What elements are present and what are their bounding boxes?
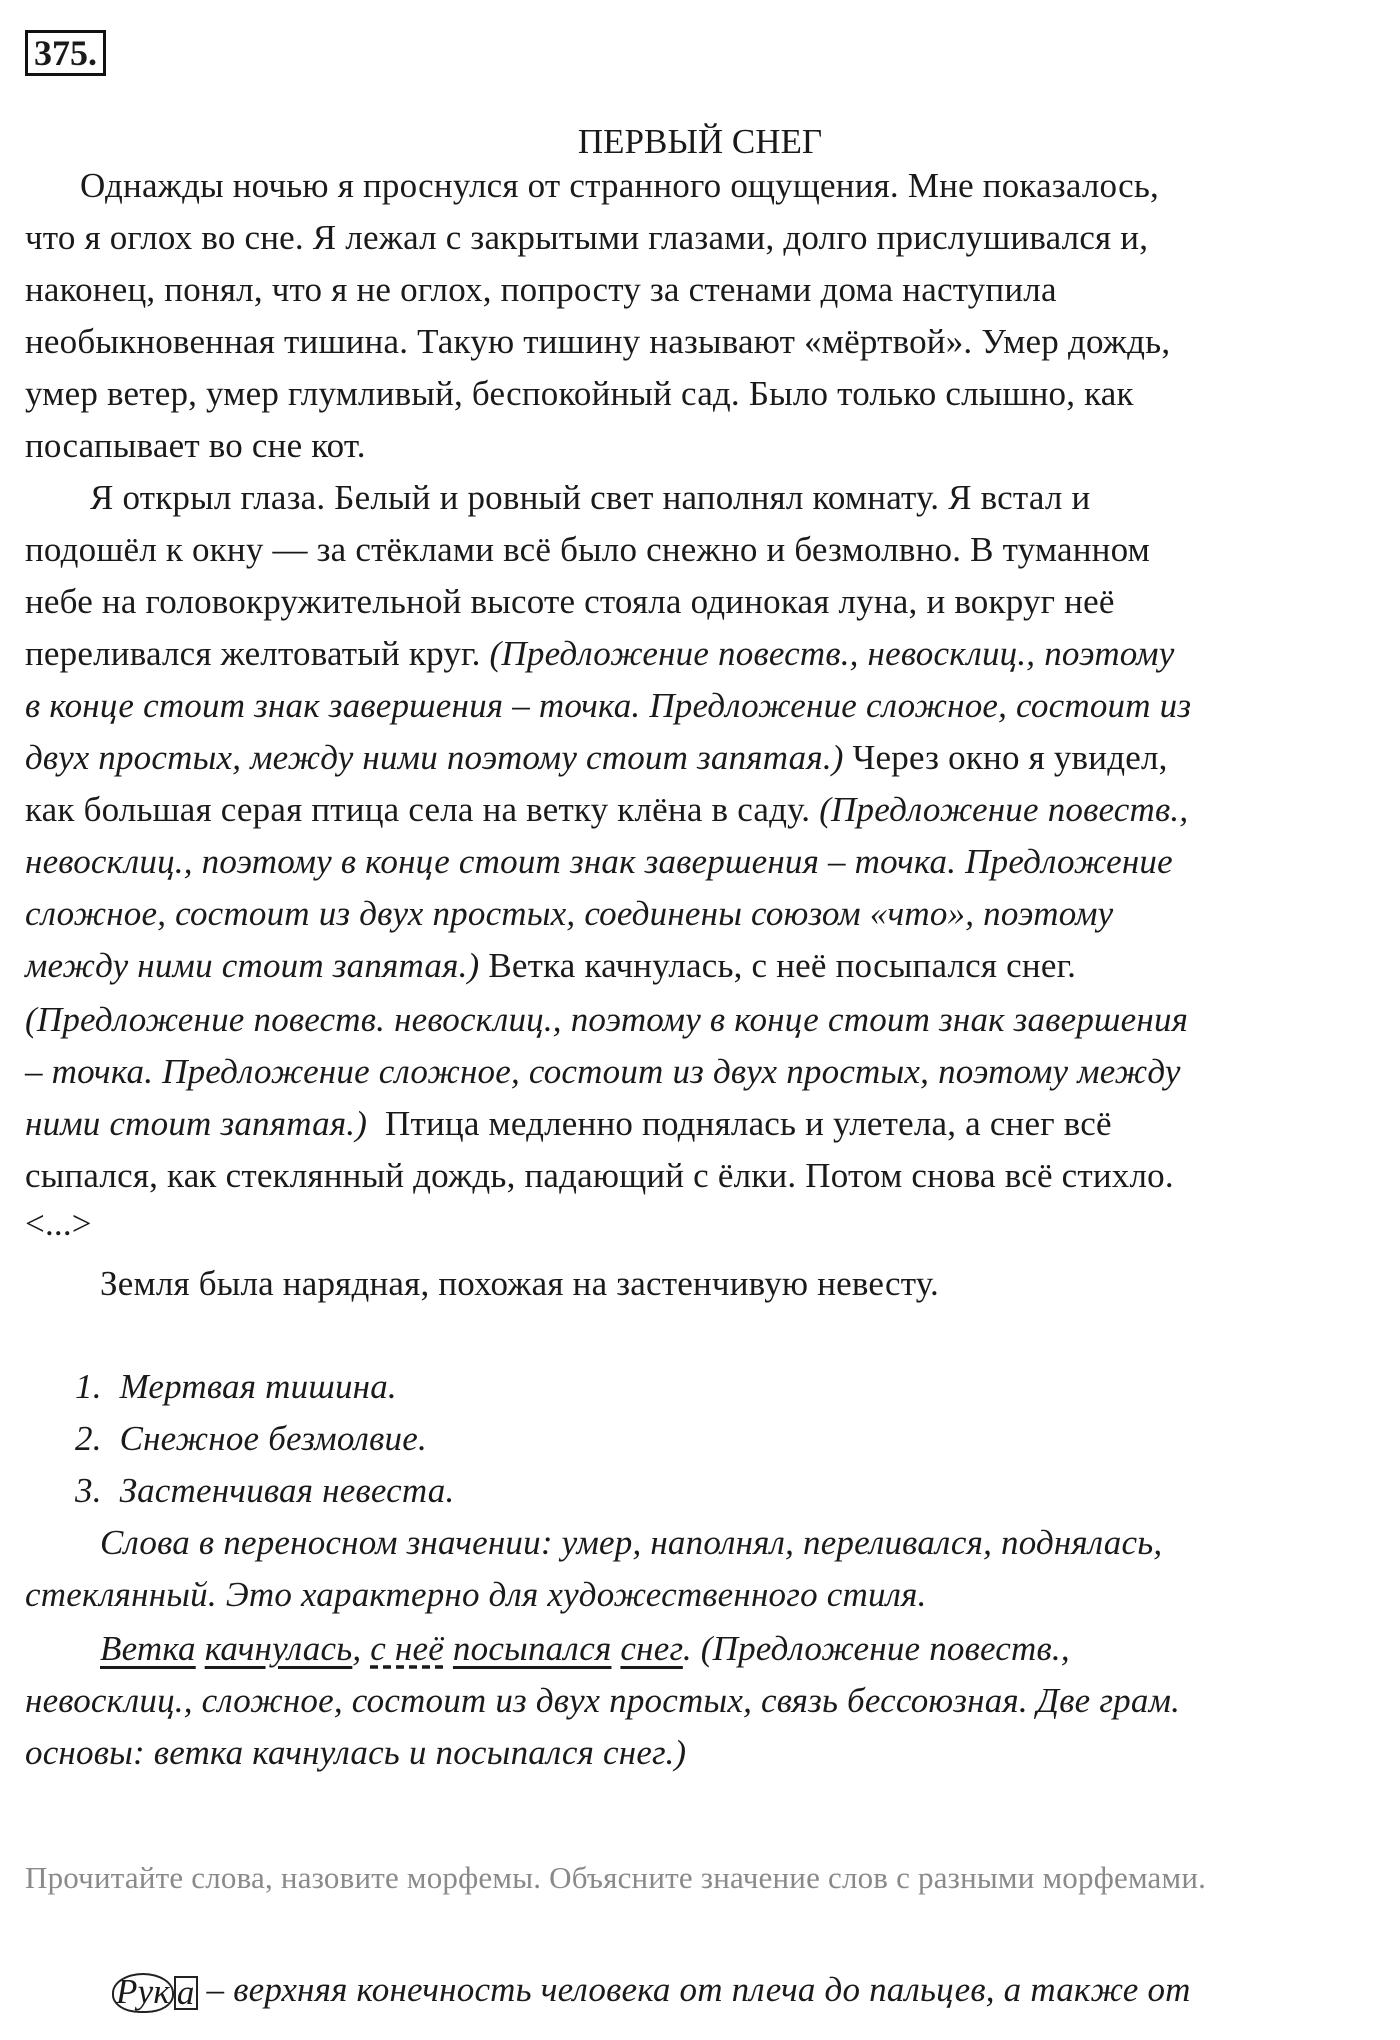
- text-line: Однажды ночью я проснулся от странного ощущения. Мне показалось,: [80, 166, 1159, 205]
- analysis-line: невосклиц., сложное, состоит из двух простых, связь бессоюзная. Две грам.: [25, 1681, 1181, 1720]
- text-segment: переливался желтоватый круг.: [25, 634, 490, 673]
- root-morpheme: Рук: [112, 1973, 174, 2013]
- task-instruction: Прочитайте слова, назовите морфемы. Объясните значение слов с разными морфемами.: [25, 1860, 1207, 1895]
- plan-item-number: 2.: [75, 1419, 102, 1458]
- exercise-number: 375.: [25, 30, 106, 76]
- subject-word: снег: [620, 1629, 683, 1668]
- plan-item: [75, 1467, 454, 1515]
- figurative-line: стеклянный. Это характерно для художественного стиля.: [25, 1575, 927, 1614]
- comment-line: невосклиц., поэтому в конце стоит знак завершения – точка. Предложение: [25, 842, 1173, 881]
- comment-segment: между ними стоит запятая.): [25, 946, 480, 985]
- subject-word: Ветка: [100, 1629, 196, 1668]
- analysis-line: основы: ветка качнулась и посыпался снег.): [25, 1733, 687, 1772]
- analysis-line: Ветка качнулась, с неё посыпался снег. (Предложение повеств.,: [100, 1629, 1070, 1668]
- comment-line: – точка. Предложение сложное, состоит из двух простых, поэтому между: [25, 1052, 1181, 1091]
- text-line: подошёл к окну — за стёклами всё было снежно и безмолвно. В туманном: [25, 530, 1150, 569]
- plan-item-number: 3.: [75, 1471, 102, 1510]
- text-title: ПЕРВЫЙ СНЕГ: [577, 122, 823, 161]
- text-segment: Птица медленно поднялась и улетела, а снег всё: [367, 1104, 1112, 1143]
- text-line: посапывает во сне кот.: [25, 426, 366, 465]
- comment-segment: двух простых, между ними поэтому стоит запятая.): [25, 738, 844, 777]
- predicate-word: качнулась: [204, 1629, 353, 1668]
- text-line: наконец, понял, что я не оглох, попросту за стенами дома наступила: [25, 270, 1057, 309]
- text-line: [25, 942, 1076, 990]
- text-line: небе на головокружительной высоте стояла одинокая луна, и вокруг неё: [25, 582, 1115, 621]
- comment-segment: (Предложение повеств., невосклиц., поэтому: [489, 634, 1175, 673]
- comment-line: в конце стоит знак завершения – точка. Предложение сложное, состоит из: [25, 686, 1192, 725]
- figurative-line: Слова в переносном значении: умер, наполнял, переливался, поднялась,: [100, 1523, 1163, 1562]
- plan-item-number: 1.: [75, 1367, 102, 1406]
- text-segment: Ветка качнулась, с неё посыпался снег.: [479, 946, 1077, 985]
- definition-line: [112, 1966, 1191, 2014]
- text-segment: как большая серая птица села на ветку клёна в саду.: [25, 790, 820, 829]
- comment-line: (Предложение повеств. невосклиц., поэтому в конце стоит знак завершения: [25, 1000, 1189, 1039]
- text-line: умер ветер, умер глумливый, беспокойный сад. Было только слышно, как: [25, 374, 1134, 413]
- predicate-word: посыпался: [452, 1629, 612, 1668]
- comment-line: сложное, состоит из двух простых, соединены союзом «что», поэтому: [25, 894, 1114, 933]
- text-line: сыпался, как стеклянный дождь, падающий с ёлки. Потом снова всё стихло.: [25, 1156, 1174, 1195]
- text-line: Я открыл глаза. Белый и ровный свет наполнял комнату. Я встал и: [90, 478, 1091, 517]
- adverbial-word: с неё: [370, 1629, 444, 1668]
- plan-item: [75, 1363, 397, 1411]
- definition-text: – верхняя конечность человека от плеча до пальцев, а также от: [197, 1970, 1191, 2009]
- analysis-comment: . (Предложение повеств.,: [682, 1629, 1070, 1668]
- text-line: необыкновенная тишина. Такую тишину называют «мёртвой». Умер дождь,: [25, 322, 1171, 361]
- ending-morpheme: а: [174, 1976, 198, 2010]
- comment-segment: ними стоит запятая.): [25, 1104, 368, 1143]
- plan-item: [75, 1415, 427, 1463]
- text-line: что я оглох во сне. Я лежал с закрытыми глазами, долго прислушивался и,: [25, 218, 1149, 257]
- text-line: [25, 630, 1174, 678]
- text-line: [25, 1100, 1112, 1148]
- text-line: Земля была нарядная, похожая на застенчивую невесту.: [100, 1264, 939, 1303]
- plan-item-text: Снежное безмолвие.: [119, 1419, 427, 1458]
- plan-item-text: Мертвая тишина.: [119, 1367, 397, 1406]
- comment-segment: (Предложение повеств.,: [819, 790, 1189, 829]
- plan-item-text: Застенчивая невеста.: [119, 1471, 455, 1510]
- text-segment: Через окно я увидел,: [843, 738, 1168, 777]
- text-line: [25, 734, 1168, 782]
- text-line: [25, 786, 1188, 834]
- ellipsis-marker: <...>: [25, 1204, 92, 1243]
